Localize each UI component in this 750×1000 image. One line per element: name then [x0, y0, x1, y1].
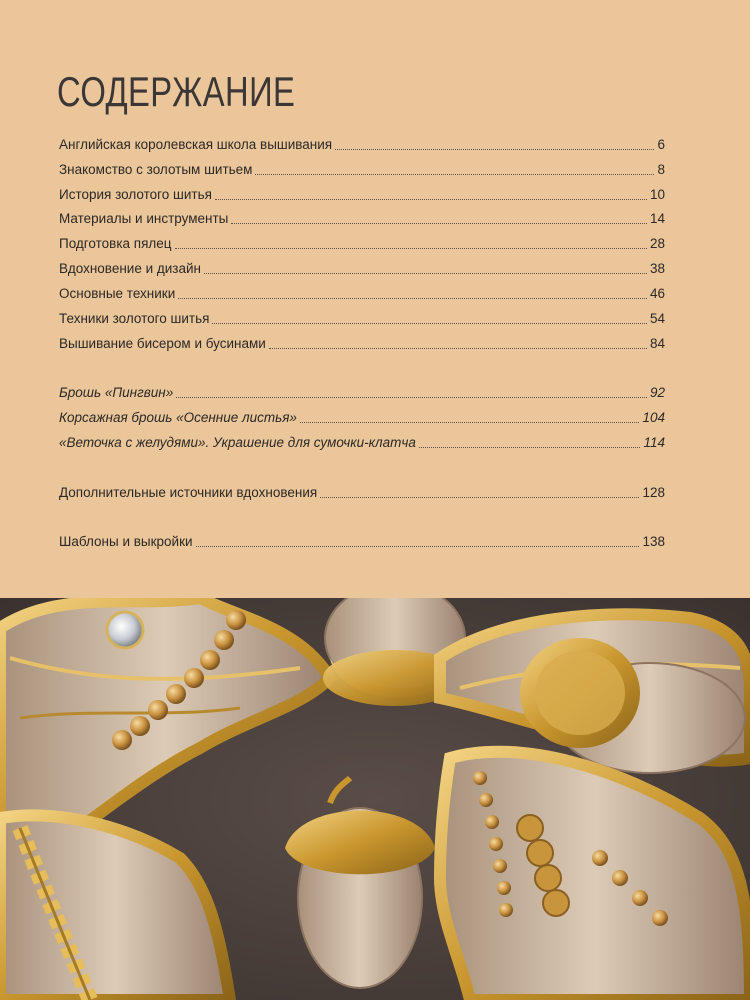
toc-project-entry[interactable]: [59, 381, 665, 401]
toc-entry-label: История золотого шитья: [59, 187, 212, 202]
toc-entry[interactable]: [59, 530, 665, 550]
dot-leader: [335, 149, 654, 150]
toc-entry-label: Брошь «Пингвин»: [59, 385, 174, 400]
toc-project-entry[interactable]: [59, 431, 665, 451]
toc-entry-page: 114: [643, 435, 665, 450]
toc-entry-page: 6: [657, 137, 665, 152]
toc-entry[interactable]: [59, 481, 665, 501]
toc-entry-page: 46: [649, 286, 665, 301]
toc-entry-label: Шаблоны и выкройки: [59, 534, 193, 549]
toc-entry-page: 10: [649, 187, 665, 202]
dot-leader: [300, 422, 640, 423]
toc-entry-label: Основные техники: [59, 286, 176, 301]
toc-entry[interactable]: [59, 282, 665, 302]
toc-entry-label: Подготовка пялец: [59, 236, 172, 251]
dot-leader: [320, 497, 639, 498]
dot-leader: [419, 447, 641, 448]
toc-entry-page: 54: [649, 311, 665, 326]
dot-leader: [215, 199, 647, 200]
toc-entry[interactable]: [59, 207, 665, 227]
dot-leader: [255, 174, 654, 175]
toc-entry-page: 138: [642, 534, 665, 549]
toc-entry-label: Материалы и инструменты: [59, 211, 229, 226]
toc-entry-page: 14: [649, 211, 665, 226]
dot-leader: [178, 298, 647, 299]
dot-leader: [269, 348, 647, 349]
dot-leader: [231, 223, 647, 224]
toc-entry[interactable]: [59, 133, 665, 153]
dot-leader: [176, 397, 647, 398]
dot-leader: [212, 323, 647, 324]
page-title: СОДЕРЖАНИЕ: [57, 68, 296, 115]
toc-entry[interactable]: [59, 183, 665, 203]
dot-leader: [196, 546, 640, 547]
toc-entry-page: 84: [649, 336, 665, 351]
toc-entry-label: Техники золотого шитья: [59, 311, 210, 326]
toc-entry-page: 104: [642, 410, 665, 425]
toc-entry[interactable]: [59, 232, 665, 252]
toc-entry-label: Вдохновение и дизайн: [59, 261, 201, 276]
toc-entry-page: 28: [649, 236, 665, 251]
toc-entry-label: Дополнительные источники вдохновения: [59, 485, 318, 500]
toc-entry[interactable]: [59, 257, 665, 277]
toc-project-entry[interactable]: [59, 406, 665, 426]
toc-entry-label: Английская королевская школа вышивания: [59, 137, 333, 152]
toc-entry[interactable]: [59, 307, 665, 327]
toc-entry-page: 92: [649, 385, 665, 400]
toc-entry-page: 128: [642, 485, 665, 500]
toc-entry[interactable]: [59, 158, 665, 178]
toc-entry-page: 8: [657, 162, 665, 177]
toc-entry-label: Знакомство с золотым шитьем: [59, 162, 253, 177]
toc-entry[interactable]: [59, 332, 665, 352]
embroidery-illustration: [0, 598, 750, 1000]
dot-leader: [175, 248, 647, 249]
toc-entry-label: Вышивание бисером и бусинами: [59, 336, 266, 351]
toc-entry-label: «Веточка с желудями». Украшение для сумочки-клатча: [59, 435, 416, 450]
dot-leader: [204, 273, 647, 274]
toc-entry-page: 38: [649, 261, 665, 276]
goldwork-embroidery-photo: [0, 598, 750, 1000]
toc-entry-label: Корсажная брошь «Осенние листья»: [59, 410, 297, 425]
